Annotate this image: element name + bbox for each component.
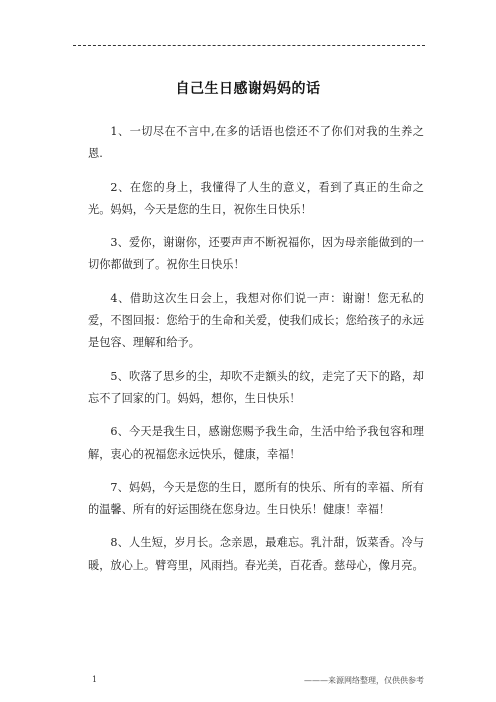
document-body [88,121,424,588]
paragraph-3: 3、爱你，谢谢你，还要声声不断祝福你，因为母亲能做到的一切你都做到了。祝你生日快乐！ [88,236,424,272]
paragraph-7: 7、妈妈，今天是您的生日，愿所有的快乐、所有的幸福、所有的温馨、所有的好运围绕在您身边。生日快乐！健康！幸福！ [88,480,424,517]
footer-page-number: 1 [92,675,98,684]
paragraph-6: 6、今天是我生日，感谢您赐予我生命，生活中给予我包容和理解，衷心的祝福您永远快乐，健康，幸福！ [88,425,424,461]
paragraph-2: 2、在您的身上，我懂得了人生的意义，看到了真正的生命之光。妈妈，今天是您的生日，祝你生日快乐！ [88,180,424,216]
document-title: 自己生日感谢妈妈的话 [175,81,321,97]
footer-source-note: ———来源网络整理，仅供供参考 [304,676,424,685]
paragraph-8: 8、人生短，岁月长。念亲恩，最难忘。乳汁甜，饭菜香。冷与暖，放心上。臂弯里，风雨挡。春光美，百花香。慈母心，像月亮。 [88,536,424,572]
header-dashed-rule [73,45,425,46]
paragraph-4: 4、借助这次生日会上，我想对你们说一声：谢谢！您无私的爱，不图回报：您给于的生命和关爱，使我们成长；您给孩子的永远是包容、理解和给予。 [88,291,424,350]
paragraph-1: 1、一切尽在不言中,在多的话语也偿还不了你们对我的生养之恩. [88,125,424,161]
paragraph-5: 5、吹落了思乡的尘，却吹不走额头的纹，走完了天下的路，却忘不了回家的门。妈妈，想你，生日快乐！ [88,369,424,405]
